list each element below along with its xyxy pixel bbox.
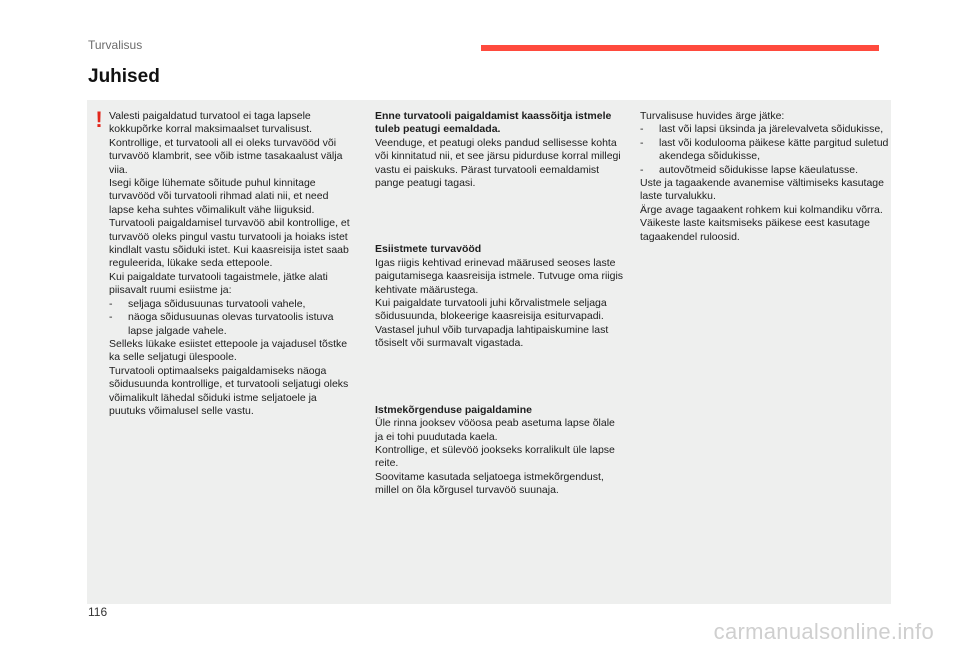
paragraph: Väikeste laste kaitsmiseks päikese eest kasutage tagaakendel ruloosid. [640,217,870,243]
section-heading: Enne turvatooli paigaldamist kaassõitja istmele tuleb peatugi eemaldada. [375,110,612,136]
page-number: 116 [88,605,108,619]
column-3 [640,110,890,244]
bullet-list [109,298,354,338]
watermark: carmanualsonline.info [713,619,934,644]
paragraph: Selleks lükake esiistet ettepoole ja vajadusel tõstke ka selle seljatugi ülespoole. [109,337,348,364]
list-item: - näoga sõidusuunas olevas turvatoolis istuva lapse jalgade vahele. [109,311,354,338]
paragraph: Igas riigis kehtivad erinevad määrused seoses laste paigutamisega kaasreisija istmele. Tutvuge oma riigis kehtivate määrustega. [375,256,624,296]
list-item: - autovõtmeid sõidukisse lapse käeulatusse. [640,164,890,177]
list-item: - last või kodulooma päikese kätte pargitud suletud akendega sõidukisse, [640,137,890,164]
paragraph: Vastasel juhul võib turvapadja lahtipaiskumine last tõsiselt või surmavalt vigastada. [375,323,609,350]
paragraph: Turvatooli optimaalseks paigaldamiseks näoga sõidusuunda kontrollige, et turvatooli seljatugi oleks võimalikult lähedal sõiduki istme seljatoele ja puutuks võimalusel selle vastu. [109,364,349,417]
paragraph: Ärge avage tagaakent rohkem kui kolmandiku võrra. [640,203,883,216]
column-2 [375,110,625,498]
exclamation-icon: ! [95,107,103,132]
paragraph: Kontrollige, et sülevöö jookseks korralikult üle lapse reite. [375,443,615,470]
paragraph: Isegi kõige lühemate sõitude puhul kinnitage turvavööd või turvatooli rihmad alati nii, et need lapse keha suhtes võimalikult vähe liiguksid. [109,177,329,216]
paragraph: Uste ja tagaakende avanemise vältimiseks kasutage laste turvalukku. [640,177,884,203]
paragraph: Kui paigaldate turvatooli tagaistmele, jätke alati piisavalt ruumi esiistme ja: [109,270,328,297]
section-label: Turvalisus [88,38,143,52]
paragraph: Valesti paigaldatud turvatool ei taga lapsele kokkupõrke korral maksimaalset turvalisust. Kontrollige, et turvatooli all ei oleks turvavööd või turvavöö klambrit, see võib istme tasakaalust välja viia. [109,110,343,176]
paragraph: Üle rinna jooksev vööosa peab asetuma lapse õlale ja ei tohi puudutada kaela. [375,417,615,443]
paragraph: Turvalisuse huvides ärge jätke: [640,110,785,122]
paragraph: Turvatooli paigaldamisel turvavöö abil kontrollige, et turvavöö oleks pingul vastu turvatooli ja hoiaks istet kindlalt vastu sõiduki istet. Kui kaasreisija istet saab reguleerida, lükake seda ettepoole. [109,217,350,270]
column-1 [109,110,354,418]
section-heading: Istmekõrgenduse paigaldamine [375,403,532,416]
page-title: Juhised [88,66,160,87]
paragraph: Veenduge, et peatugi oleks pandud sellisesse kohta või kinnitatud nii, et see järsu pidurduse korral millegi vastu ei paiskuks. Pärast turvatooli eemaldamist pange peatugi tagasi. [375,136,621,190]
header-accent-bar [481,45,879,51]
list-item: - last või lapsi üksinda ja järelevalveta sõidukisse, [640,123,890,136]
paragraph: Kui paigaldate turvatooli juhi kõrvalistmele seljaga sõidusuunda, blokeerige kaasreisija esiturvapadi. [375,297,607,323]
section-heading: Esiistmete turvavööd [375,243,482,256]
paragraph: Soovitame kasutada seljatoega istmekõrgendust, millel on õla kõrgusel turvavöö suunaja. [375,470,604,497]
bullet-list [640,123,890,177]
list-item: - seljaga sõidusuunas turvatooli vahele, [109,298,354,311]
